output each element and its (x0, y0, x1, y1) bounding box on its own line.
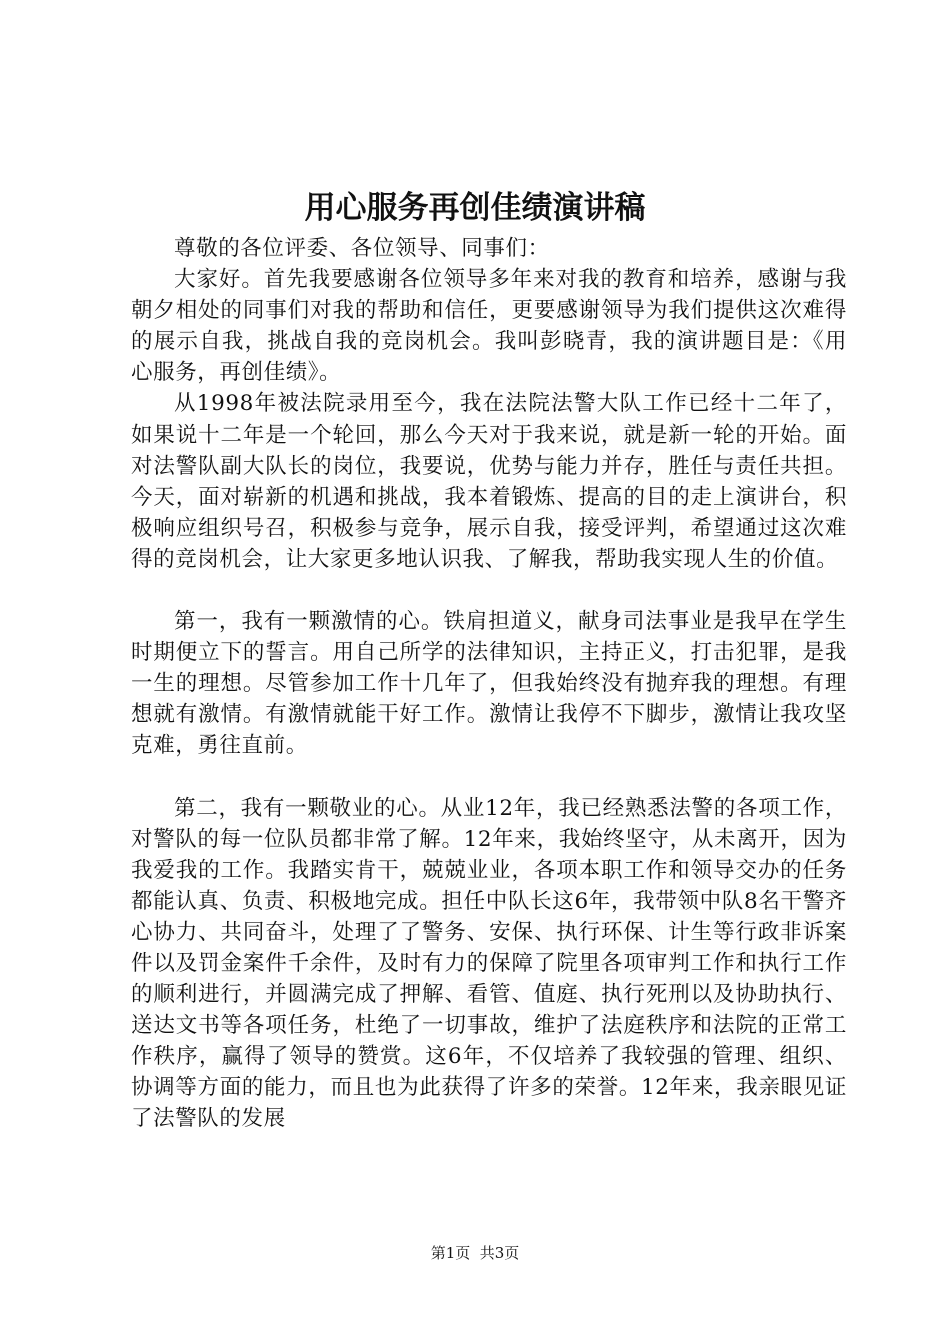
paragraph-spacer (131, 575, 847, 606)
page-number: 第1页 共3页 (430, 1244, 520, 1262)
paragraph-spacer (131, 762, 847, 793)
opening-paragraph: 大家好。首先我要感谢各位领导多年来对我的教育和培养，感谢与我朝夕相处的同事们对我的帮助和信任，更要感谢领导为我们提供这次难得的展示自我，挑战自我的竞岗机会。我叫彭晓青，我的演讲题目是：《用心服务，再创佳绩》。 (131, 267, 847, 386)
page-footer (0, 1243, 950, 1263)
second-point-paragraph: 第二，我有一颗敬业的心。从业12年，我已经熟悉法警的各项工作，对警队的每一位队员都非常了解。12年来，我始终坚守，从未离开，因为我爱我的工作。我踏实肯干，兢兢业业，各项本职工作和领导交办的任务都能认真、负责、积极地完成。担任中队长这6年，我带领中队8名干警齐心协力、共同奋斗，处理了了警务、安保、执行环保、计生等行政非诉案件以及罚金案件千余件，及时有力的保障了院里各项审判工作和执行工作的顺利进行，并圆满完成了押解、看管、值庭、执行死刑以及协助执行、送达文书等各项任务，杜绝了一切事故，维护了法庭秩序和法院的正常工作秩序，赢得了领导的赞赏。这6年，不仅培养了我较强的管理、组织、协调等方面的能力，而且也为此获得了许多的荣誉。12年来，我亲眼见证了法警队的发展 (131, 795, 847, 1132)
document-title: 用心服务再创佳绩演讲稿 (304, 190, 646, 226)
first-point-paragraph: 第一，我有一颗激情的心。铁肩担道义，献身司法事业是我早在学生时期便立下的誓言。用自己所学的法律知识，主持正义，打击犯罪，是我一生的理想。尽管参加工作十几年了，但我始终没有抛弃我的理想。有理想就有激情。有激情就能干好工作。激情让我停不下脚步，激情让我攻坚克难，勇往直前。 (131, 609, 847, 759)
background-paragraph: 从1998年被法院录用至今，我在法院法警大队工作已经十二年了，如果说十二年是一个轮回，那么今天对于我来说，就是新一轮的开始。面对法警队副大队长的岗位，我要说，优势与能力并存，胜任与责任共担。今天，面对崭新的机遇和挑战，我本着锻炼、提高的目的走上演讲台，积极响应组织号召，积极参与竞争，展示自我，接受评判，希望通过这次难得的竞岗机会，让大家更多地认识我、了解我，帮助我实现人生的价值。 (131, 391, 847, 572)
document-body (131, 233, 847, 1135)
salutation-paragraph: 尊敬的各位评委、各位领导、同事们： (174, 236, 550, 261)
